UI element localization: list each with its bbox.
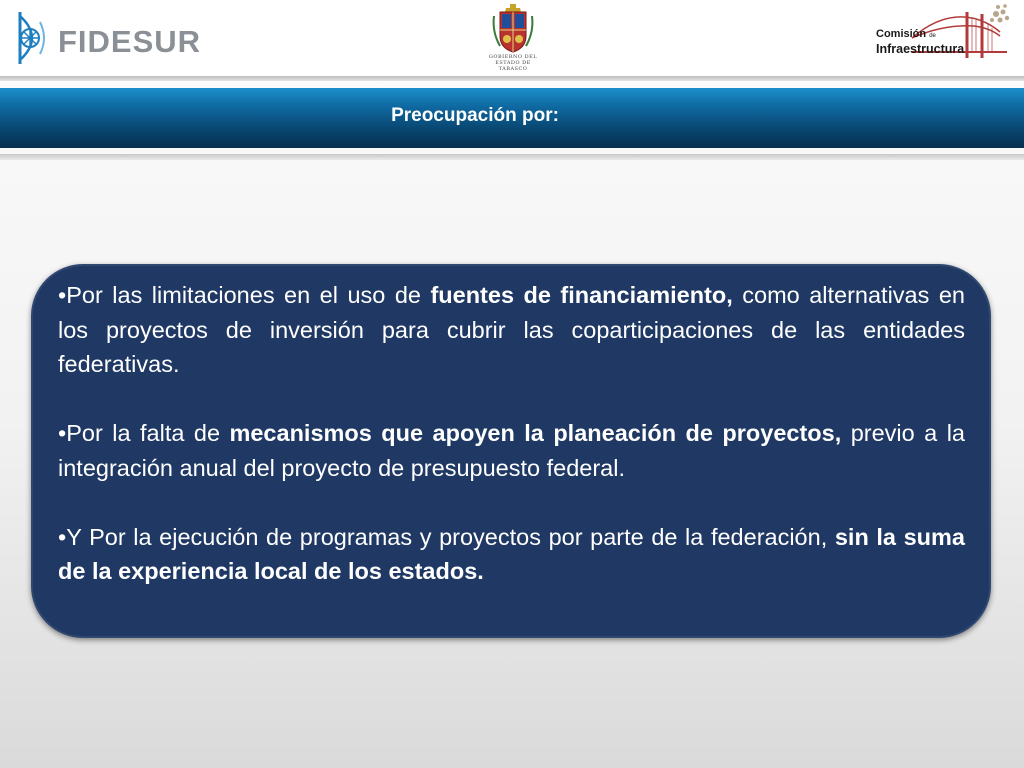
header [0, 0, 1024, 78]
comision-infraestructura-logo [872, 4, 1012, 68]
bullet-planning: •Por la falta de mecanismos que apoyen la planeación de proyectos, previo a la integración anual del proyecto de presupuesto federal. [58, 420, 965, 481]
tabasco-coat-of-arms-icon [488, 2, 538, 54]
header-divider [0, 76, 1024, 81]
fidesur-logo [14, 8, 234, 68]
comision-word: Comisión [876, 28, 927, 40]
content-box [31, 264, 991, 638]
title-divider [0, 154, 1024, 160]
bullet-financing: •Por las limitaciones en el uso de fuentes de financiamiento, como alternativas en los proyectos de inversión para cubrir las coparticipaciones de las entidades federativas. [58, 282, 965, 377]
comision-logo-text [876, 28, 964, 56]
infraestructura-word: Infraestructura [876, 42, 965, 56]
comision-de: de [929, 33, 936, 39]
bullet-execution: •Y Por la ejecución de programas y proyectos por parte de la federación, sin la suma de la experiencia local de los estados. [58, 523, 965, 584]
seal-caption: GOBIERNO DEL ESTADO DE TABASCO [488, 54, 538, 72]
fidesur-logo-text: FIDESUR [58, 24, 202, 59]
slide-title: Preocupación por: [391, 105, 559, 126]
fidesur-emblem-icon [14, 8, 50, 68]
tabasco-seal [488, 2, 538, 74]
